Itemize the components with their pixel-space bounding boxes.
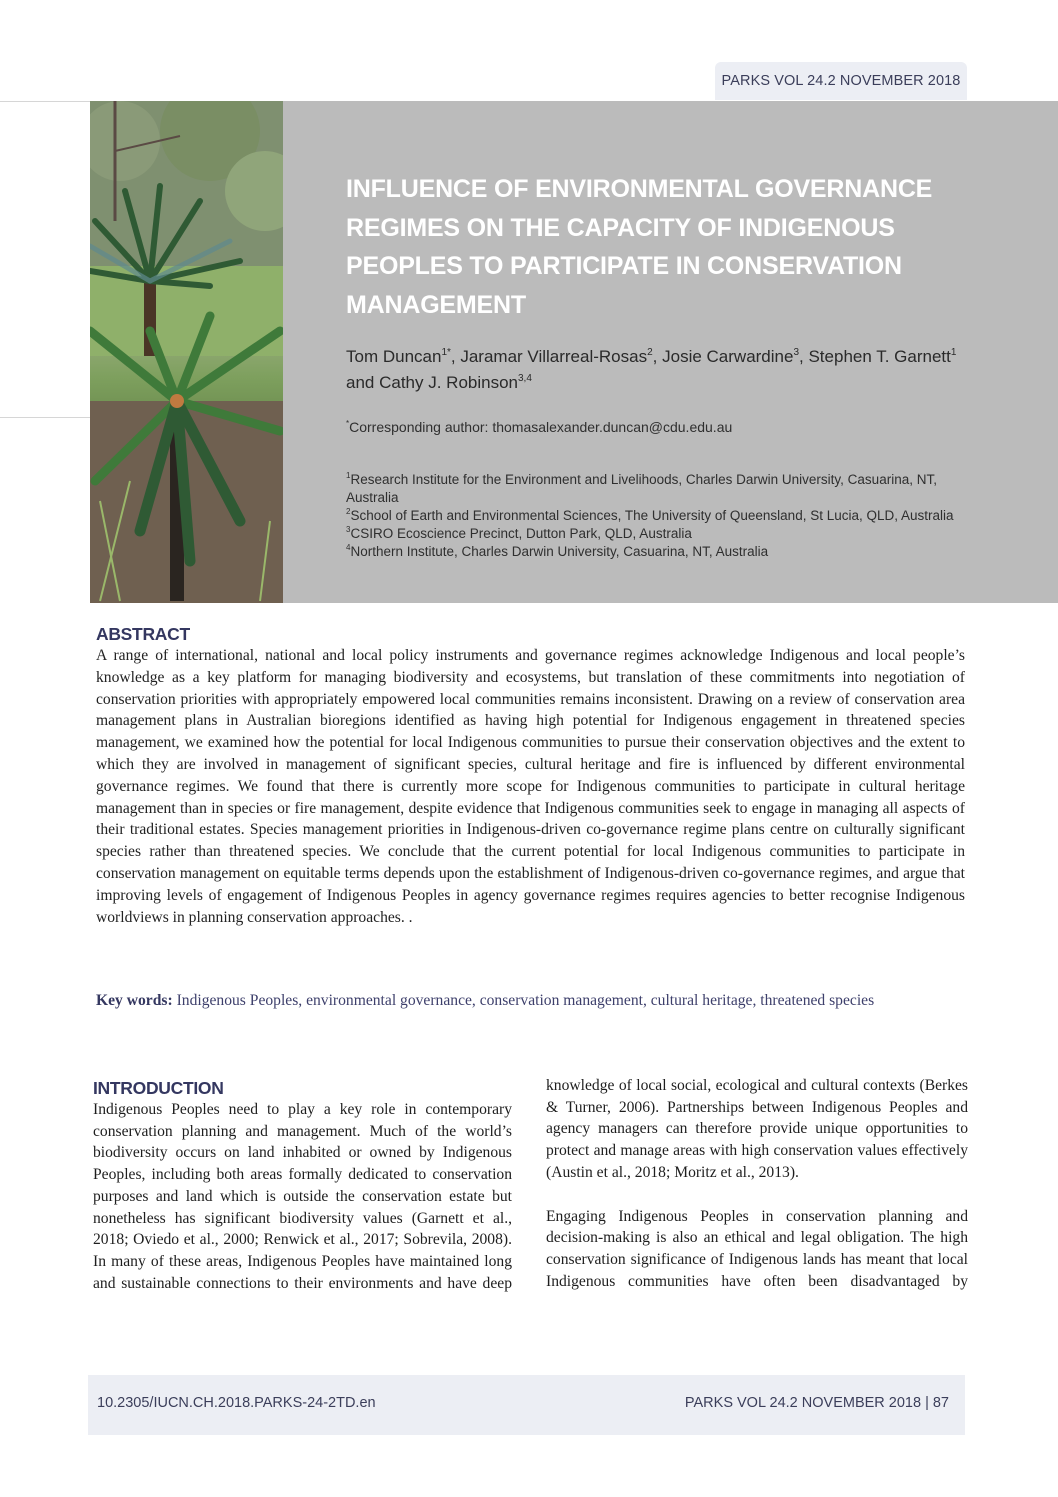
journal-issue-badge: PARKS VOL 24.2 NOVEMBER 2018 [715,62,967,100]
author-affiliation-mark: 1* [441,347,451,358]
author-separator: , [450,347,461,366]
introduction-heading: INTRODUCTION [93,1078,224,1098]
affiliation-mark: 1 [346,471,351,480]
author: Tom Duncan [346,347,442,366]
introduction-left-column [93,1078,512,1294]
author: Jaramar Villarreal-Rosas [460,347,648,366]
author-affiliation-mark: 1 [950,347,957,358]
divider-mid [0,417,90,418]
author: Josie Carwardine [662,347,794,366]
abstract-body: A range of international, national and local policy instruments and governance regimes acknowledge Indigenous and local people’s knowledge as a key platform for managing biodiversity and ecosystems, but translation of these commitments into negotiation of conservation priorities with appropriately empowered local communities remains inconsistent. Drawing on a review of conservation area management plans in Australian bioregions identified as having high potential for Indigenous engagement in threatened species management, we examined how the potential for local Indigenous communities to pursue their conservation objectives and the extent to which they are involved in management of significant species, cultural heritage and fire is influenced by different environmental governance regimes. We found that there is currently more scope for Indigenous communities to participate in cultural heritage management than in species or fire management, despite evidence that Indigenous communities seek to engage in managing all aspects of their traditional estates. Species management priorities in Indigenous-driven co-governance regime plans centre on culturally significant species rather than threatened species. We conclude that the current potential for local Indigenous communities to participate in conservation management on equitable terms depends upon the establishment of Indigenous-driven co-governance regimes, and argue that improving levels of engagement of Indigenous Peoples in agency governance regimes requires agencies to better recognise Indigenous worldviews in planning conservation approaches. . [96,647,965,926]
affiliation-mark: 3 [346,525,351,534]
author: Cathy J. Robinson [379,373,518,392]
author-separator: , [799,347,809,366]
affiliation-mark: 2 [346,507,351,516]
page-footer [88,1375,965,1435]
divider-top [0,101,90,102]
keywords-label: Key words: [96,992,173,1009]
cycad-photo-icon [90,101,283,603]
author-list [346,344,966,396]
corresponding-mark: * [346,419,350,428]
abstract-section [96,624,965,928]
introduction-paragraph: Engaging Indigenous Peoples in conservation planning and decision-making is also an ethical and legal obligation. The high conservation significance of Indigenous lands has meant that local Indigenous communities have often been disadvantaged by [546,1207,968,1290]
corresponding-author [346,417,966,437]
author-affiliation-mark: 2 [647,347,653,358]
affiliation-text: Northern Institute, Charles Darwin University, Casuarina, NT, Australia [350,544,769,559]
abstract-heading: ABSTRACT [96,624,190,644]
affiliation-text: CSIRO Ecoscience Precinct, Dutton Park, QLD, Australia [350,526,692,541]
affiliation-list [346,471,966,561]
keywords-list: Indigenous Peoples, environmental governance, conservation management, cultural heritage, threatened species [176,992,875,1009]
article-title: INFLUENCE OF ENVIRONMENTAL GOVERNANCE REGIMES ON THE CAPACITY OF INDIGENOUS PEOPLES TO PARTICIPATE IN CONSERVATION MANAGEMENT [346,175,933,319]
cover-photo [90,101,283,603]
affiliation-item [346,471,966,507]
introduction-paragraph: knowledge of local social, ecological and cultural contexts (Berkes & Turner, 2006). Partnerships between Indigenous Peoples and agency managers can therefore provide unique opportunities to protect and manage areas with high conservation values effectively (Austin et al., 2018; Moritz et al., 2013). [546,1077,968,1181]
affiliation-mark: 4 [346,543,351,552]
introduction-paragraph: Indigenous Peoples need to play a key role in contemporary conservation planning and management. Much of the world’s biodiversity occurs on land inhabited or owned by Indigenous Peoples, including both areas formally dedicated to conservation purposes and land which is outside the conservation estate but nonetheless has significant biodiversity values (Garnett et al., 2018; Oviedo et al., 2000; Renwick et al., 2017; Sobrevila, 2008). In many of these areas, Indigenous Peoples have maintained long and sustainable connections to their environments and have deep [93,1101,512,1292]
author-separator: , [652,347,663,366]
affiliation-item [346,543,966,561]
author-affiliation-mark: 3 [793,347,800,358]
introduction-right-column [546,1075,968,1292]
affiliation-item [346,507,966,525]
keywords [96,990,965,1012]
author-separator: and [346,373,380,392]
affiliation-text: School of Earth and Environmental Sciences, The University of Queensland, St Lucia, QLD, Australia [350,508,954,523]
affiliation-item [346,525,966,543]
author: Stephen T. Garnett [808,347,951,366]
doi-link[interactable]: 10.2305/IUCN.CH.2018.PARKS-24-2TD.en [97,1395,376,1411]
affiliation-text: Research Institute for the Environment and Livelihoods, Charles Darwin University, Casuarina, NT, Australia [346,472,937,505]
journal-page-number: PARKS VOL 24.2 NOVEMBER 2018 | 87 [684,1395,949,1411]
corresponding-author-email[interactable]: Corresponding author: thomasalexander.duncan@cdu.edu.au [349,419,733,435]
author-affiliation-mark: 3,4 [518,373,532,384]
